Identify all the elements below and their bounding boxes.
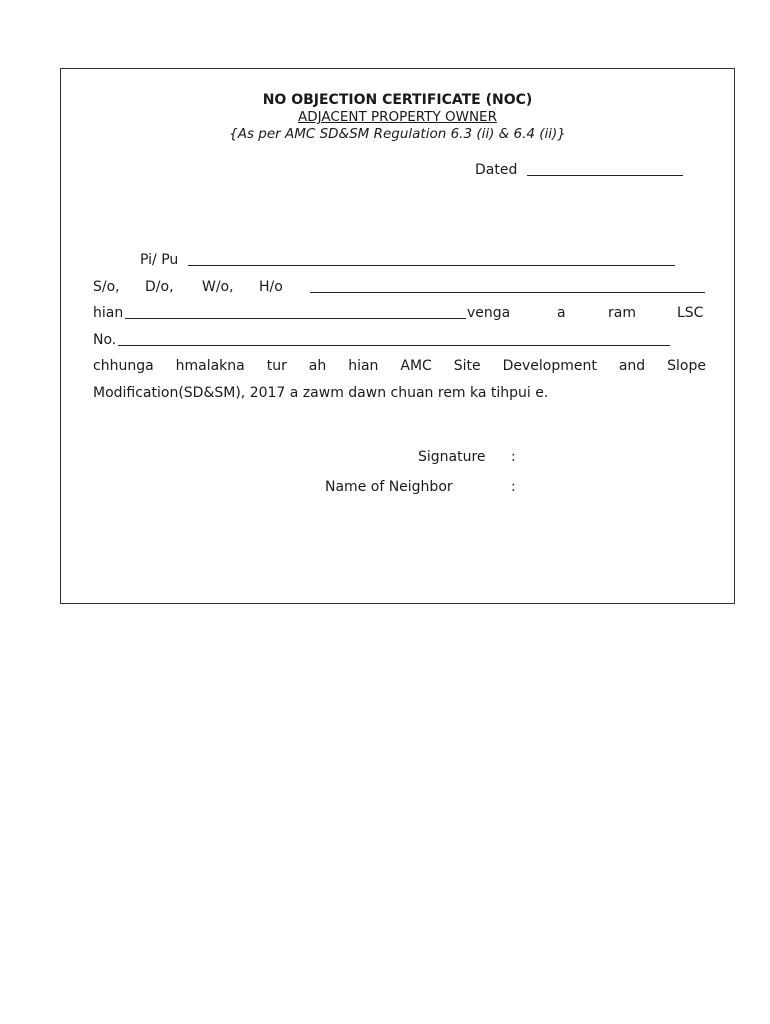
dated-field[interactable] [527, 175, 683, 176]
relation-ho: H/o [259, 279, 283, 295]
name-field[interactable] [188, 265, 675, 266]
no-label: No. [93, 332, 117, 348]
document-subtitle: ADJACENT PROPERTY OWNER [298, 109, 497, 125]
relation-wo: W/o, [202, 279, 234, 295]
relation-so: S/o, [93, 279, 120, 295]
regulation-reference: {As per AMC SD&SM Regulation 6.3 (ii) & 6.4 (ii)} [229, 126, 566, 142]
body-text-line-1: chhunga hmalakna tur ah hian AMC Site Development and Slope [93, 358, 706, 374]
noc-document-frame [60, 68, 735, 604]
ram-word: ram [608, 305, 636, 321]
document-title: NO OBJECTION CERTIFICATE (NOC) [262, 92, 533, 108]
relation-field[interactable] [310, 292, 705, 293]
lsc-number-field[interactable] [118, 345, 670, 346]
pipu-label: Pi/ Pu [140, 252, 179, 268]
hian-label: hian [93, 305, 124, 321]
signature-label: Signature [418, 449, 486, 465]
neighbor-colon: : [511, 479, 516, 495]
lsc-word: LSC [677, 305, 704, 321]
location-field[interactable] [125, 318, 466, 319]
a-word: a [557, 305, 566, 321]
venga-word: venga [467, 305, 511, 321]
signature-colon: : [511, 449, 516, 465]
neighbor-label: Name of Neighbor [325, 479, 453, 495]
body-text-line-2: Modification(SD&SM), 2017 a zawm dawn chuan rem ka tihpui e. [93, 385, 549, 401]
dated-label: Dated [475, 162, 518, 178]
relation-do: D/o, [145, 279, 174, 295]
